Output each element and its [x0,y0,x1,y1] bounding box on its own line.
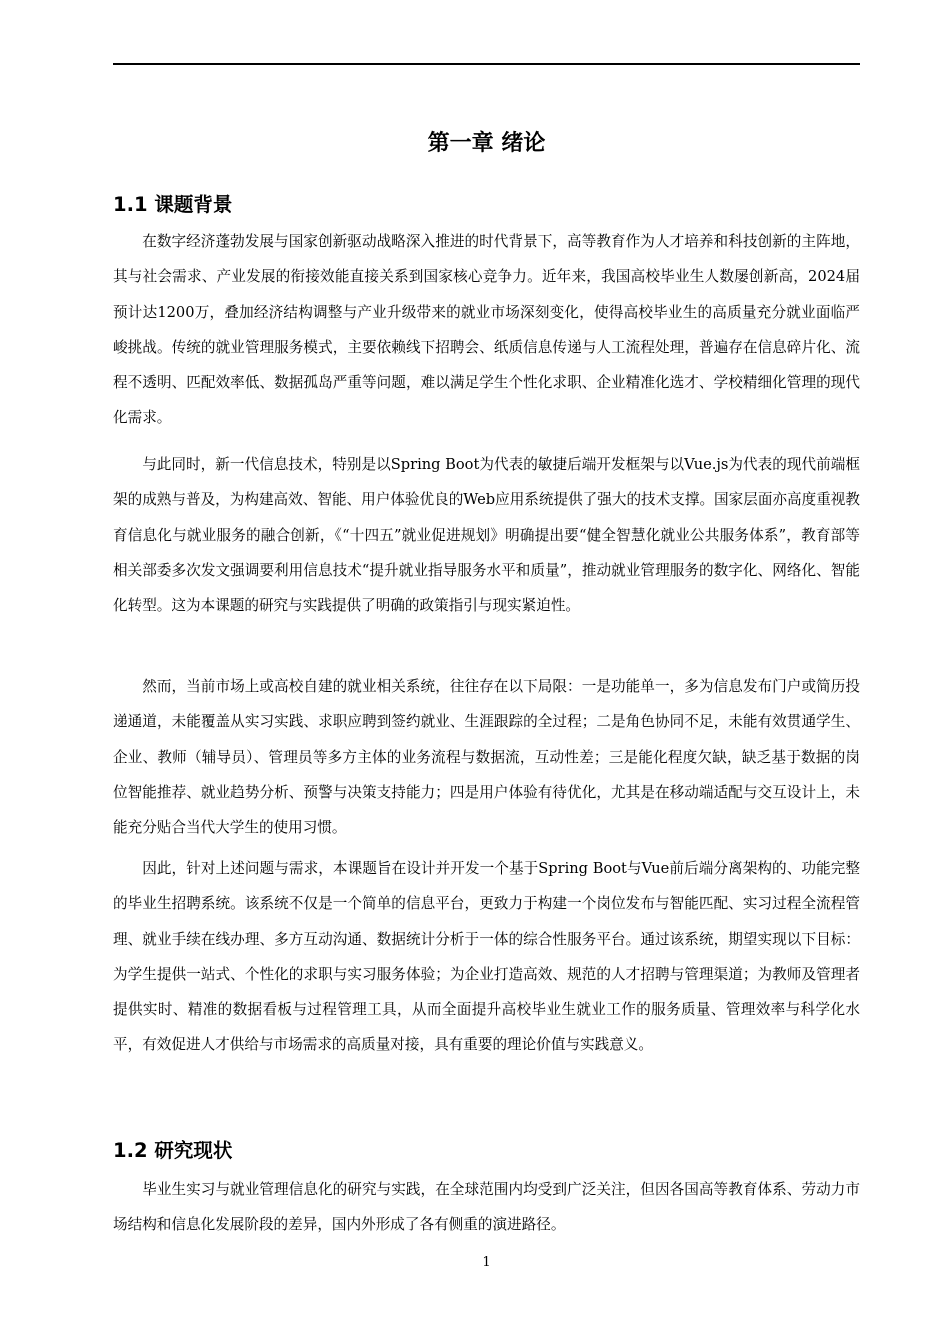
paragraph: 然而，当前市场上或高校自建的就业相关系统，往往存在以下局限：一是功能单一，多为信息发布门户或简历投递通道，未能覆盖从实习实践、求职应聘到签约就业、生涯跟踪的全过程；二是角色协同不足，未能有效贯通学生、企业、教师（辅导员）、管理员等多方主体的业务流程与数据流，互动性差；三是能化程度欠缺，缺乏基于数据的岗位智能推荐、就业趋势分析、预警与决策支持能力；四是用户体验有待优化，尤其是在移动端适配与交互设计上，未能充分贴合当代大学生的使用习惯。 [113,678,860,837]
paragraph: 在数字经济蓬勃发展与国家创新驱动战略深入推进的时代背景下，高等教育作为人才培养和科技创新的主阵地，其与社会需求、产业发展的衔接效能直接关系到国家核心竞争力。近年来，我国高校毕业生人数屡创新高，2024届预计达1200万，叠加经济结构调整与产业升级带来的就业市场深刻变化，使得高校毕业生的高质量充分就业面临严峻挑战。传统的就业管理服务模式，主要依赖线下招聘会、纸质信息传递与人工流程处理，普遍存在信息碎片化、流程不透明、匹配效率低、数据孤岛严重等问题，难以满足学生个性化求职、企业精准化选才、学校精细化管理的现代化需求。 [113,233,860,427]
paragraph: 因此，针对上述问题与需求，本课题旨在设计并开发一个基于Spring Boot与Vue前后端分离架构的、功能完整的毕业生招聘系统。该系统不仅是一个简单的信息平台，更致力于构建一个岗位发布与智能匹配、实习过程全流程管理、就业手续在线办理、多方互动沟通、数据统计分析于一体的综合性服务平台。通过该系统，期望实现以下目标：为学生提供一站式、个性化的求职与实习服务体验；为企业打造高效、规范的人才招聘与管理渠道；为教师及管理者提供实时、精准的数据看板与过程管理工具，从而全面提升高校毕业生就业工作的服务质量、管理效率与科学化水平，有效促进人才供给与市场需求的高质量对接，具有重要的理论价值与实践意义。 [113,860,860,1054]
section-heading-research-status: 1.2 研究现状 [113,1139,233,1162]
paragraph: 毕业生实习与就业管理信息化的研究与实践，在全球范围内均受到广泛关注，但因各国高等教育体系、劳动力市场结构和信息化发展阶段的差异，国内外形成了各有侧重的演进路径。 [113,1181,860,1234]
header-rule [113,63,860,65]
page-number: 1 [482,1255,491,1270]
paragraph: 与此同时，新一代信息技术，特别是以Spring Boot为代表的敏捷后端开发框架与以Vue.js为代表的现代前端框架的成熟与普及，为构建高效、智能、用户体验优良的Web应用系统提供了强大的技术支撑。国家层面亦高度重视教育信息化与就业服务的融合创新，《“十四五”就业促进规划》明确提出要“健全智慧化就业公共服务体系”，教育部等相关部委多次发文强调要利用信息技术“提升就业指导服务水平和质量”，推动就业管理服务的数字化、网络化、智能化转型。这为本课题的研究与实践提供了明确的政策指引与现实紧迫性。 [113,456,860,615]
chapter-title: 第一章 绪论 [427,131,546,156]
section-heading-background: 1.1 课题背景 [113,193,233,216]
